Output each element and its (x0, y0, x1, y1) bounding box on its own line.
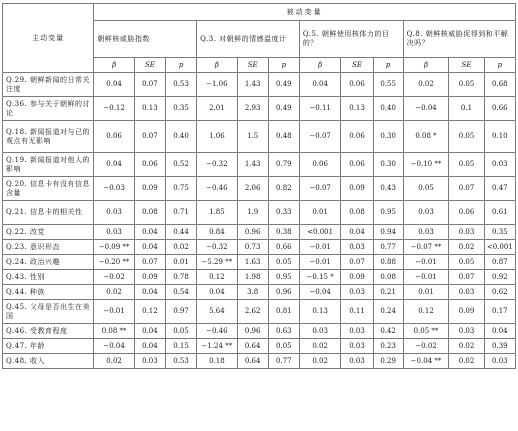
table-cell: 0.01 (299, 201, 341, 225)
row-label: Q.45. 父母是否出生在美国 (3, 300, 94, 324)
table-cell: 0.47 (484, 177, 515, 201)
table-cell: 2.93 (237, 97, 268, 121)
table-cell: 0.38 (268, 225, 299, 240)
stat-header-beta: β (94, 58, 134, 73)
table-cell: 0.48 (268, 121, 299, 153)
table-cell: 0.05 (449, 255, 484, 270)
table-cell: 0.04 (197, 285, 237, 300)
table-cell: 0.03 (94, 225, 134, 240)
table-row (3, 255, 516, 270)
table-cell: <0.001 (484, 240, 515, 255)
table-cell: 0.03 (341, 324, 373, 339)
row-label: Q.24. 政治兴趣 (3, 255, 94, 270)
table-cell: −0.02 (403, 339, 449, 354)
table-cell: 0.04 (484, 324, 515, 339)
table-cell: 0.06 (341, 153, 373, 177)
regression-table (2, 3, 516, 369)
table-cell: −1.06 (197, 73, 237, 97)
table-cell: 0.03 (341, 285, 373, 300)
table-cell: 0.06 (449, 201, 484, 225)
row-label: Q.20. 信息卡有没有信息含量 (3, 177, 94, 201)
table-cell: 0.05 (165, 324, 196, 339)
table-cell: 1.63 (237, 255, 268, 270)
table-cell: 0.08 (134, 201, 165, 225)
table-cell: 0.75 (165, 177, 196, 201)
table-cell: 0.21 (373, 285, 403, 300)
table-cell: −0.07 (299, 177, 341, 201)
table-cell: 0.03 (484, 354, 515, 369)
table-cell: −0.01 (403, 255, 449, 270)
table-cell: 0.10 (484, 121, 515, 153)
table-cell: 0.02 (94, 285, 134, 300)
table-cell: 0.24 (373, 300, 403, 324)
table-cell: 0.07 (341, 255, 373, 270)
table-row (3, 97, 516, 121)
table-cell: 0.13 (341, 97, 373, 121)
table-cell: 0.03 (299, 324, 341, 339)
table-cell: 0.03 (449, 324, 484, 339)
table-cell: 0.07 (449, 177, 484, 201)
table-cell: 0.62 (484, 285, 515, 300)
table-cell: 0.73 (237, 240, 268, 255)
row-label: Q.48. 收入 (3, 354, 94, 369)
table-cell: 0.13 (134, 97, 165, 121)
table-cell: 0.03 (403, 201, 449, 225)
table-cell: 0.77 (268, 354, 299, 369)
table-cell: 1.85 (197, 201, 237, 225)
table-row (3, 73, 516, 97)
table-cell: 0.07 (134, 73, 165, 97)
table-row (3, 201, 516, 225)
stat-header-beta: β (197, 58, 237, 73)
stat-header-se: SE (341, 58, 373, 73)
table-cell: 0.53 (165, 73, 196, 97)
table-cell: 0.29 (373, 354, 403, 369)
table-cell: 0.87 (484, 255, 515, 270)
table-cell: 0.40 (165, 121, 196, 153)
table-body (3, 73, 516, 369)
row-label: Q.23. 意识形态 (3, 240, 94, 255)
table-cell: 0.12 (403, 300, 449, 324)
table-cell: 0.04 (134, 225, 165, 240)
table-cell: 0.03 (403, 225, 449, 240)
table-cell: 0.18 (197, 354, 237, 369)
table-cell: 0.23 (373, 339, 403, 354)
table-cell: 0.64 (237, 339, 268, 354)
table-cell: 0.05 (268, 255, 299, 270)
table-cell: 0.02 (449, 339, 484, 354)
table-cell: −0.01 (299, 255, 341, 270)
table-cell: −0.11 (299, 97, 341, 121)
table-row (3, 240, 516, 255)
table-cell: 0.55 (373, 73, 403, 97)
table-cell: 0.88 (373, 255, 403, 270)
row-label: Q.46. 受教育程度 (3, 324, 94, 339)
table-cell: 0.04 (299, 73, 341, 97)
table-cell: 0.35 (484, 225, 515, 240)
table-cell: 0.05 (449, 153, 484, 177)
table-cell: 0.05 (268, 339, 299, 354)
table-cell: 0.03 (341, 339, 373, 354)
table-cell: 0.77 (373, 240, 403, 255)
table-cell: 0.01 (165, 255, 196, 270)
table-cell: 0.05 ** (403, 324, 449, 339)
table-cell: 1.43 (237, 73, 268, 97)
stat-header-se: SE (134, 58, 165, 73)
row-label: Q.21. 信息卡的相关性 (3, 201, 94, 225)
table-cell: 0.08 (341, 201, 373, 225)
stat-header-p: p (268, 58, 299, 73)
table-cell: 0.04 (134, 285, 165, 300)
group-header: 朝鲜核威胁指数 (94, 21, 197, 58)
table-cell: 0.94 (373, 225, 403, 240)
table-cell: 0.66 (484, 97, 515, 121)
table-cell: −0.15 * (299, 270, 341, 285)
table-cell: 0.08 (373, 270, 403, 285)
header-row-top (3, 4, 516, 21)
table-cell: −1.24 ** (197, 339, 237, 354)
table-cell: 2.62 (237, 300, 268, 324)
table-cell: 0.09 (134, 270, 165, 285)
table-cell: 0.09 (134, 177, 165, 201)
table-cell: 1.43 (237, 153, 268, 177)
stat-header-se: SE (237, 58, 268, 73)
table-cell: 0.06 (299, 153, 341, 177)
table-cell: 0.96 (237, 225, 268, 240)
table-cell: 0.96 (268, 285, 299, 300)
table-cell: −0.20 ** (94, 255, 134, 270)
table-cell: 0.07 (134, 121, 165, 153)
table-cell: 0.05 (403, 177, 449, 201)
row-label: Q.19. 新闻报道对他人的影响 (3, 153, 94, 177)
table-cell: 0.05 (449, 73, 484, 97)
row-label: Q.18. 新闻报道对与已的观点有无影响 (3, 121, 94, 153)
table-cell: 0.04 (134, 240, 165, 255)
table-cell: 0.08 * (403, 121, 449, 153)
table-cell: 0.03 (449, 225, 484, 240)
table-cell: −0.03 (94, 177, 134, 201)
table-cell: 0.09 (341, 270, 373, 285)
table-cell: 0.1 (449, 97, 484, 121)
table-cell: 0.92 (484, 270, 515, 285)
table-cell: 0.04 (134, 324, 165, 339)
table-cell: 0.40 (373, 97, 403, 121)
table-cell: −0.04 (94, 339, 134, 354)
table-cell: 1.5 (237, 121, 268, 153)
table-cell: 0.07 (134, 255, 165, 270)
group-header: Q.5. 朝鲜使用核体力的目的？ (299, 21, 403, 58)
table-cell: 0.52 (165, 153, 196, 177)
table-cell: 0.02 (403, 73, 449, 97)
table-cell: 0.06 (341, 73, 373, 97)
table-cell: 0.02 (449, 354, 484, 369)
table-row (3, 225, 516, 240)
table-cell: 0.11 (341, 300, 373, 324)
table-cell: 0.30 (373, 153, 403, 177)
table-cell: 0.42 (373, 324, 403, 339)
table-cell: 0.03 (134, 354, 165, 369)
table-cell: 0.82 (268, 177, 299, 201)
table-cell: 0.04 (341, 225, 373, 240)
table-cell: −0.04 (403, 97, 449, 121)
table-cell: 0.39 (484, 339, 515, 354)
table-cell: 0.12 (197, 270, 237, 285)
table-cell: 0.03 (94, 201, 134, 225)
table-cell: 0.81 (268, 300, 299, 324)
table-cell: 0.43 (373, 177, 403, 201)
table-cell: −0.09 ** (94, 240, 134, 255)
table-cell: 0.04 (94, 73, 134, 97)
table-cell: 0.03 (484, 153, 515, 177)
table-cell: −0.07 ** (403, 240, 449, 255)
table-cell: 0.02 (299, 354, 341, 369)
table-cell: 0.71 (165, 201, 196, 225)
table-cell: 0.02 (449, 240, 484, 255)
table-cell: −0.01 (94, 300, 134, 324)
table-cell: 0.49 (268, 97, 299, 121)
table-cell: 0.49 (268, 73, 299, 97)
stat-header-p: p (373, 58, 403, 73)
table-cell: 2.06 (237, 177, 268, 201)
table-cell: 0.68 (484, 73, 515, 97)
table-cell: 0.61 (484, 201, 515, 225)
table-cell: 0.53 (165, 354, 196, 369)
table-cell: 0.06 (341, 121, 373, 153)
dependent-variables-header: 被动变量 (94, 4, 516, 21)
row-label: Q.22. 改党 (3, 225, 94, 240)
table-cell: 0.35 (165, 97, 196, 121)
table-cell: 0.02 (165, 240, 196, 255)
table-cell: 2.01 (197, 97, 237, 121)
table-cell: −0.01 (403, 270, 449, 285)
row-label: Q.36. 参与关于朝鲜的讨论 (3, 97, 94, 121)
table-cell: −0.01 (299, 240, 341, 255)
table-cell: −0.02 (94, 270, 134, 285)
table-cell: −0.46 (197, 324, 237, 339)
table-cell: 0.06 (134, 153, 165, 177)
table-cell: 0.12 (134, 300, 165, 324)
table-cell: 0.03 (449, 285, 484, 300)
stub-header: 主动变量 (3, 4, 94, 73)
table-cell: −0.04 ** (403, 354, 449, 369)
table-cell: 0.84 (197, 225, 237, 240)
table-cell: 0.02 (94, 354, 134, 369)
table-cell: 0.79 (268, 153, 299, 177)
table-cell: 0.02 (299, 339, 341, 354)
table-cell: −0.32 (197, 153, 237, 177)
table-row (3, 324, 516, 339)
table-cell: 0.95 (268, 270, 299, 285)
row-label: Q.47. 年龄 (3, 339, 94, 354)
stat-header-beta: β (403, 58, 449, 73)
table-cell: 0.01 (403, 285, 449, 300)
stat-header-beta: β (299, 58, 341, 73)
table-cell: 3.8 (237, 285, 268, 300)
table-cell: −0.32 (197, 240, 237, 255)
table-cell: 0.05 (449, 121, 484, 153)
table-cell: 0.06 (94, 121, 134, 153)
table-cell: 0.33 (268, 201, 299, 225)
table-cell: 0.03 (341, 240, 373, 255)
table-cell: 0.66 (268, 240, 299, 255)
table-cell: 0.03 (341, 354, 373, 369)
table-cell: 0.96 (237, 324, 268, 339)
table-row (3, 354, 516, 369)
table-cell: 0.08 ** (94, 324, 134, 339)
table-cell: 0.44 (165, 225, 196, 240)
table-cell: 0.30 (373, 121, 403, 153)
table-cell: 0.78 (165, 270, 196, 285)
table-cell: 1.9 (237, 201, 268, 225)
table-cell: 0.09 (449, 300, 484, 324)
table-cell: 0.54 (165, 285, 196, 300)
table-cell: 0.09 (341, 177, 373, 201)
table-cell: 0.64 (237, 354, 268, 369)
table-cell: 0.95 (373, 201, 403, 225)
stat-header-se: SE (449, 58, 484, 73)
table-cell: 1.06 (197, 121, 237, 153)
table-row (3, 285, 516, 300)
table-row (3, 153, 516, 177)
table-cell: 0.17 (484, 300, 515, 324)
table-cell: 1.98 (237, 270, 268, 285)
table-cell: −5.29 ** (197, 255, 237, 270)
table-cell: 5.64 (197, 300, 237, 324)
table-cell: −0.04 (299, 285, 341, 300)
table-cell: 0.04 (134, 339, 165, 354)
table-cell: 0.97 (165, 300, 196, 324)
stat-header-p: p (484, 58, 515, 73)
stat-header-p: p (165, 58, 196, 73)
table-row (3, 121, 516, 153)
row-label: Q.44. 种族 (3, 285, 94, 300)
table-cell: 0.15 (165, 339, 196, 354)
table-cell: 0.04 (94, 153, 134, 177)
table-cell: 0.07 (449, 270, 484, 285)
table-cell: −0.12 (94, 97, 134, 121)
table-cell: 0.63 (268, 324, 299, 339)
group-header: Q.8. 朝鲜核威胁促得到和平解决吗？ (403, 21, 515, 58)
table-row (3, 339, 516, 354)
table-row (3, 177, 516, 201)
table-cell: 0.13 (299, 300, 341, 324)
row-label: Q.29. 朝鲜新闻的日常关注度 (3, 73, 94, 97)
table-cell: −0.07 (299, 121, 341, 153)
table-row (3, 300, 516, 324)
group-header: Q.3. 对朝鲜的情感温度计 (197, 21, 300, 58)
table-cell: −0.46 (197, 177, 237, 201)
table-cell: <0.001 (299, 225, 341, 240)
table-cell: −0.10 ** (403, 153, 449, 177)
row-label: Q.43. 性别 (3, 270, 94, 285)
table-row (3, 270, 516, 285)
